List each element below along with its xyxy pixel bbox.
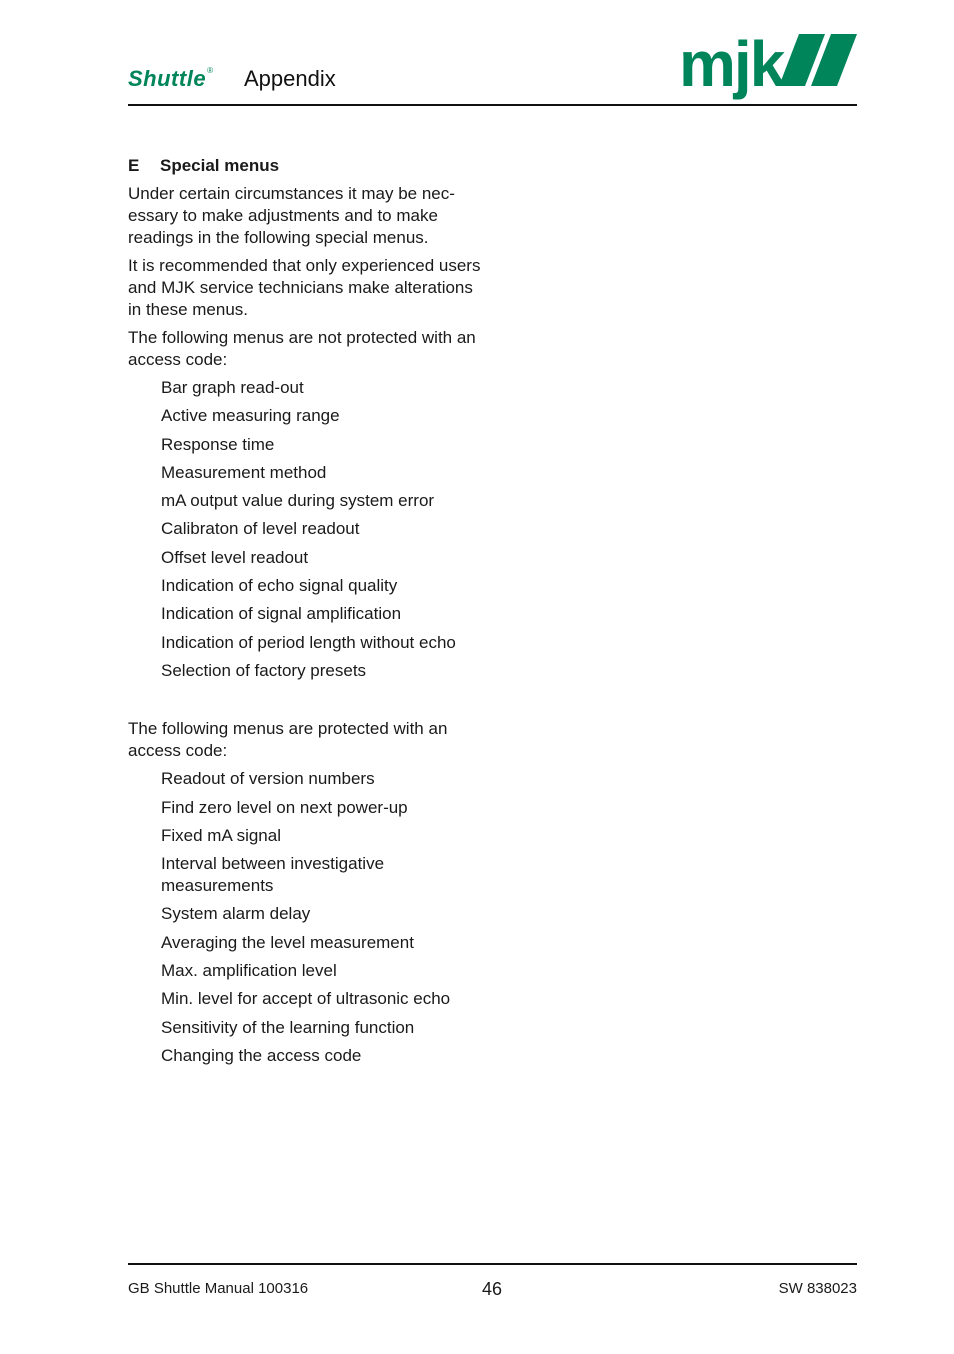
header-divider [128, 104, 857, 106]
list-item: Max. amplification level [161, 961, 337, 981]
list-item: Find zero level on next power-up [161, 797, 408, 817]
list-item: mA output value during system error [161, 491, 435, 511]
paragraph: Under certain circumstances it may be nec-essary to make adjustments and to make readings in the following special menus. [128, 184, 455, 247]
paragraph: The following menus are protected with an access code: [128, 719, 448, 761]
unprotected-menu-list [128, 377, 488, 682]
page-header [128, 30, 857, 106]
list-item: Averaging the level measurement [161, 932, 414, 952]
list-item: Fixed mA signal [161, 825, 281, 845]
list-item: Active measuring range [161, 406, 340, 426]
page-number: 46 [482, 1279, 503, 1299]
footer-divider [128, 1263, 857, 1265]
list-item: Readout of version numbers [161, 769, 375, 789]
list-item: Selection of factory presets [161, 660, 367, 680]
section-title: Appendix [244, 66, 336, 91]
paragraph: It is recommended that only experienced users and MJK service technicians make alterations in these menus. [128, 256, 481, 319]
paragraph: The following menus are not protected with an access code: [128, 328, 476, 369]
list-item: System alarm delay [161, 904, 311, 924]
list-item: Measurement method [161, 462, 327, 482]
section-letter: E [128, 156, 140, 175]
list-item: Min. level for accept of ultrasonic echo [161, 989, 451, 1009]
protected-menu-list [128, 768, 488, 1067]
section-heading [128, 155, 488, 177]
list-item: Sensitivity of the learning function [161, 1017, 415, 1037]
list-item: Interval between investigative measurements [161, 854, 385, 896]
main-content [128, 155, 488, 1073]
manual-id: GB Shuttle Manual 100316 [128, 1280, 309, 1297]
list-item: Indication of period length without echo [161, 632, 456, 652]
mjk-logo [679, 30, 857, 102]
spacer [128, 688, 488, 718]
list-item: Changing the access code [161, 1045, 362, 1065]
brand-name: Shuttle [128, 66, 207, 91]
software-version: SW 838023 [778, 1280, 857, 1297]
page-footer [128, 1280, 857, 1304]
list-item: Response time [161, 434, 275, 454]
list-item: Offset level readout [161, 547, 309, 567]
list-item: Calibraton of level readout [161, 519, 360, 539]
section-heading-title: Special menus [160, 156, 280, 175]
registered-mark: ® [207, 66, 214, 75]
mjk-logo-text: mjk [679, 30, 784, 100]
list-item: Indication of signal amplification [161, 604, 402, 624]
list-item: Indication of echo signal quality [161, 576, 398, 596]
list-item: Bar graph read-out [161, 378, 304, 397]
shuttle-brand [128, 66, 213, 92]
